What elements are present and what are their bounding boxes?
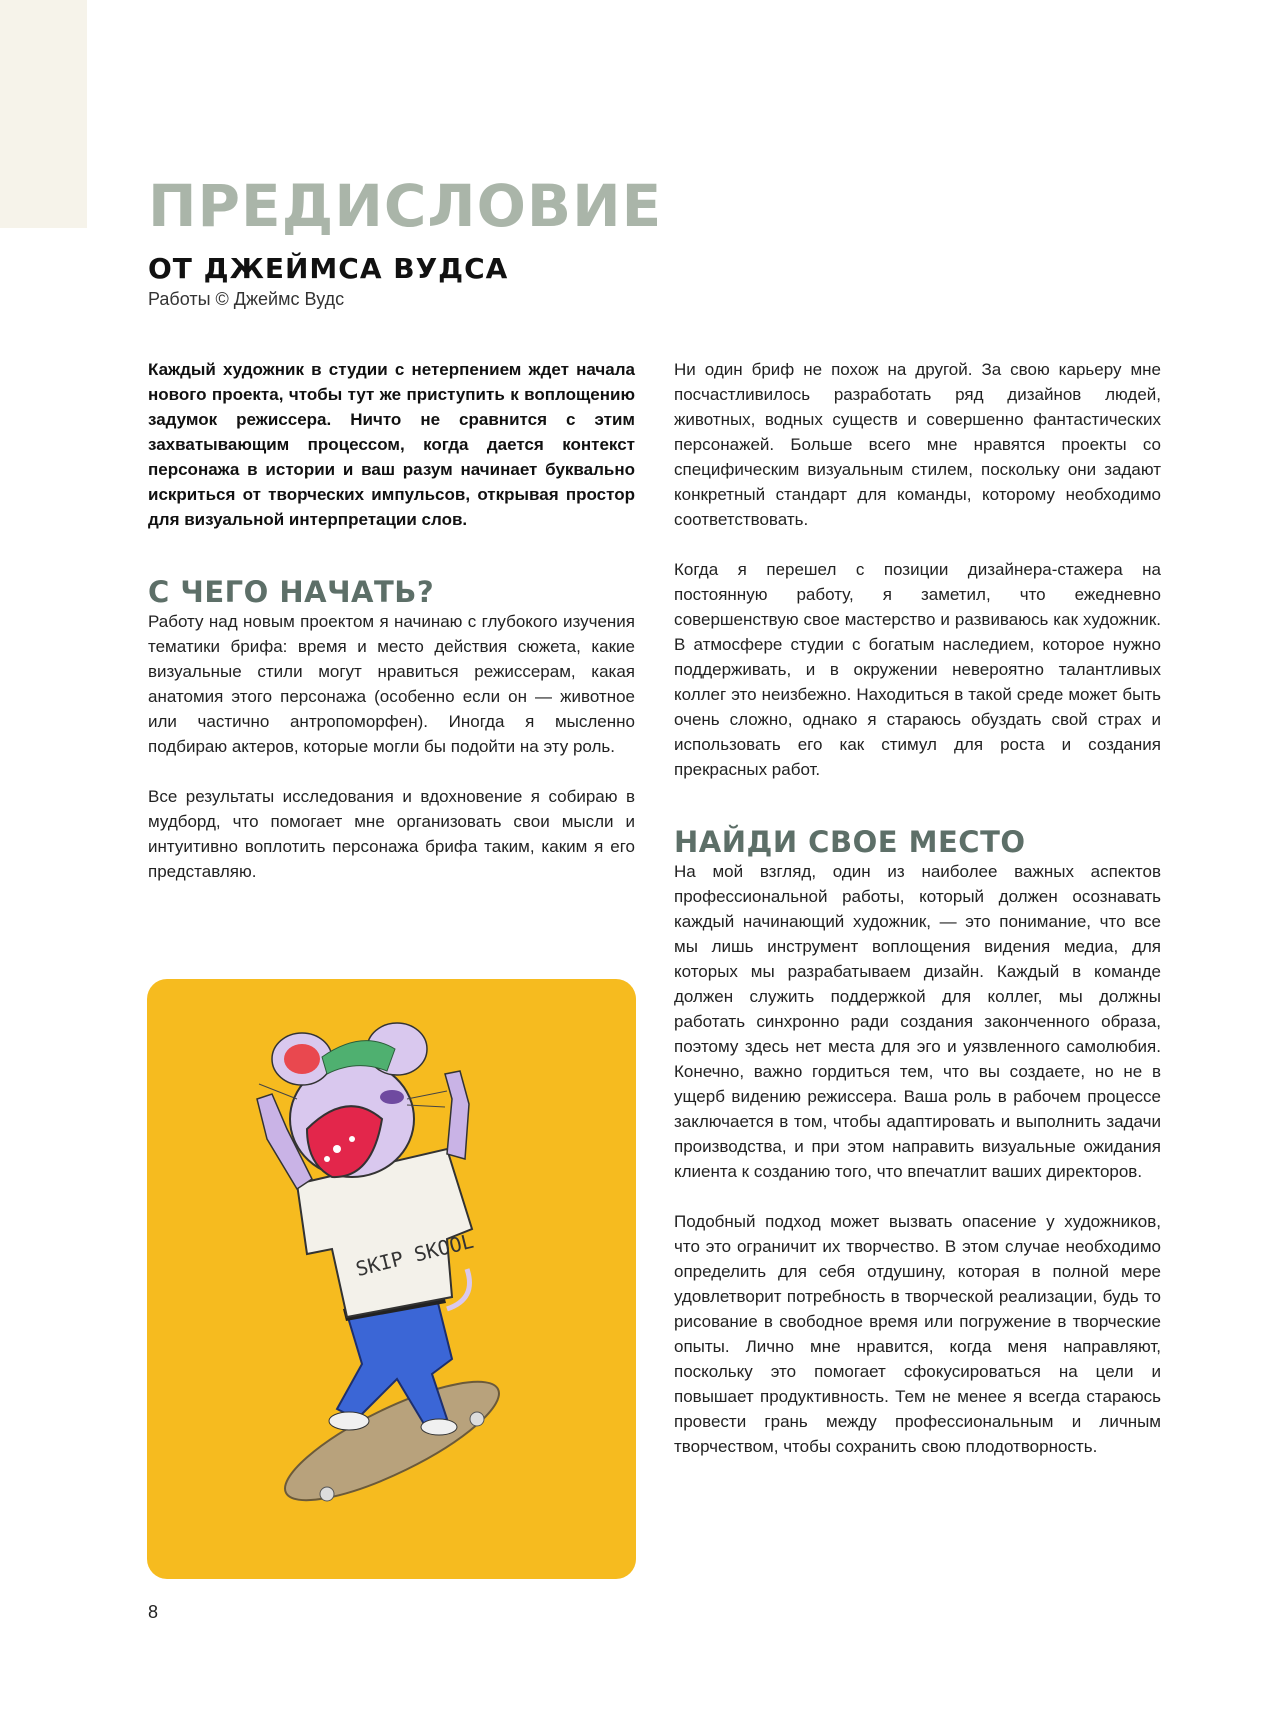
shirt-text: SKIP SKOOL xyxy=(353,1228,476,1282)
credits-line: Работы © Джеймс Вудс xyxy=(148,289,345,309)
paragraph: Когда я перешел с позиции дизайнера-стажера на постоянную работу, я заметил, что ежедневно совершенствую свое мастерство и развиваюсь как художник. В атмосфере студии с богатым наследием, которое нужно поддерживать, и в окружении невероятно талантливых коллег это неизбежно. Находиться в такой среде может быть очень сложно, однако я стараюсь обуздать свой страх и использовать его как стимул для роста и создания прекрасных работ. xyxy=(674,560,1161,779)
paragraph: Работу над новым проектом я начинаю с глубокого изучения тематики брифа: время и место действия сюжета, какие визуальные стили могут нравиться режиссерам, какая анатомия этого персонажа (особенно если он — животное или частично антропоморфен). Иногда я мысленно подбираю актеров, которые могли бы подойти на эту роль. xyxy=(148,612,635,756)
paragraph: Ни один бриф не похож на другой. За свою карьеру мне посчастливилось разработать ряд дизайнов людей, животных, водных существ и совершенно фантастических персонажей. Больше всего мне нравятся проекты со специфическим визуальным стилем, поскольку они задают конкретный стандарт для команды, которому необходимо соответствовать. xyxy=(674,360,1161,529)
lead-paragraph: Каждый художник в студии с нетерпением ждет начала нового проекта, чтобы тут же приступить к воплощению задумок режиссера. Ничто не сравнится с этим захватывающим процессом, когда дается контекст персонажа в истории и ваш разум начинает буквально искриться от творческих импульсов, открывая простор для визуальной интерпретации слов. xyxy=(148,360,635,529)
paragraph: Все результаты исследования и вдохновение я собираю в мудборд, что помогает мне организовать свои мысли и интуитивно воплотить персонажа брифа таким, каким я его представляю. xyxy=(148,787,635,881)
paragraph: На мой взгляд, один из наиболее важных аспектов профессиональной работы, который должен осознавать каждый начинающий художник, — это понимание, что все мы лишь инструмент воплощения видения медиа, для которых мы разрабатываем дизайн. Каждый в команде должен служить поддержкой для коллег, мы должны работать синхронно ради создания законченного образа, поэтому здесь нет места для эго и уязвленного самолюбия. Конечно, важно гордиться тем, что вы создаете, но не в ущерб видению режиссера. Ваша роль в рабочем процессе заключается в том, чтобы адаптировать и выполнить задачи производства, и при этом направить визуальные ожидания клиента к созданию того, что впечатлит ваших директоров. xyxy=(674,862,1161,1181)
page-title: ПРЕДИСЛОВИЕ xyxy=(148,172,663,240)
left-column xyxy=(148,357,635,909)
section-heading-place: НАЙДИ СВОЕ МЕСТО xyxy=(674,825,1026,859)
character-illustration xyxy=(147,979,636,1579)
right-column xyxy=(674,357,1161,1484)
page-number: 8 xyxy=(148,1602,159,1622)
page-subtitle: ОТ ДЖЕЙМСА ВУДСА xyxy=(148,252,509,285)
paragraph: Подобный подход может вызвать опасение у художников, что это ограничит их творчество. В этом случае необходимо определить для себя отдушину, которая в полной мере удовлетворит потребность в творческой реализации, будь то рисование в свободное время или погружение в творческие опыты. Лично мне нравится, когда меня направляют, поскольку это помогает сфокусироваться на цели и повышает продуктивность. Тем не менее я всегда стараюсь провести грань между профессиональным и личным творчеством, чтобы сохранить свою плодотворность. xyxy=(674,1212,1161,1456)
corner-tint xyxy=(0,0,87,228)
section-heading-start: С ЧЕГО НАЧАТЬ? xyxy=(148,575,435,609)
